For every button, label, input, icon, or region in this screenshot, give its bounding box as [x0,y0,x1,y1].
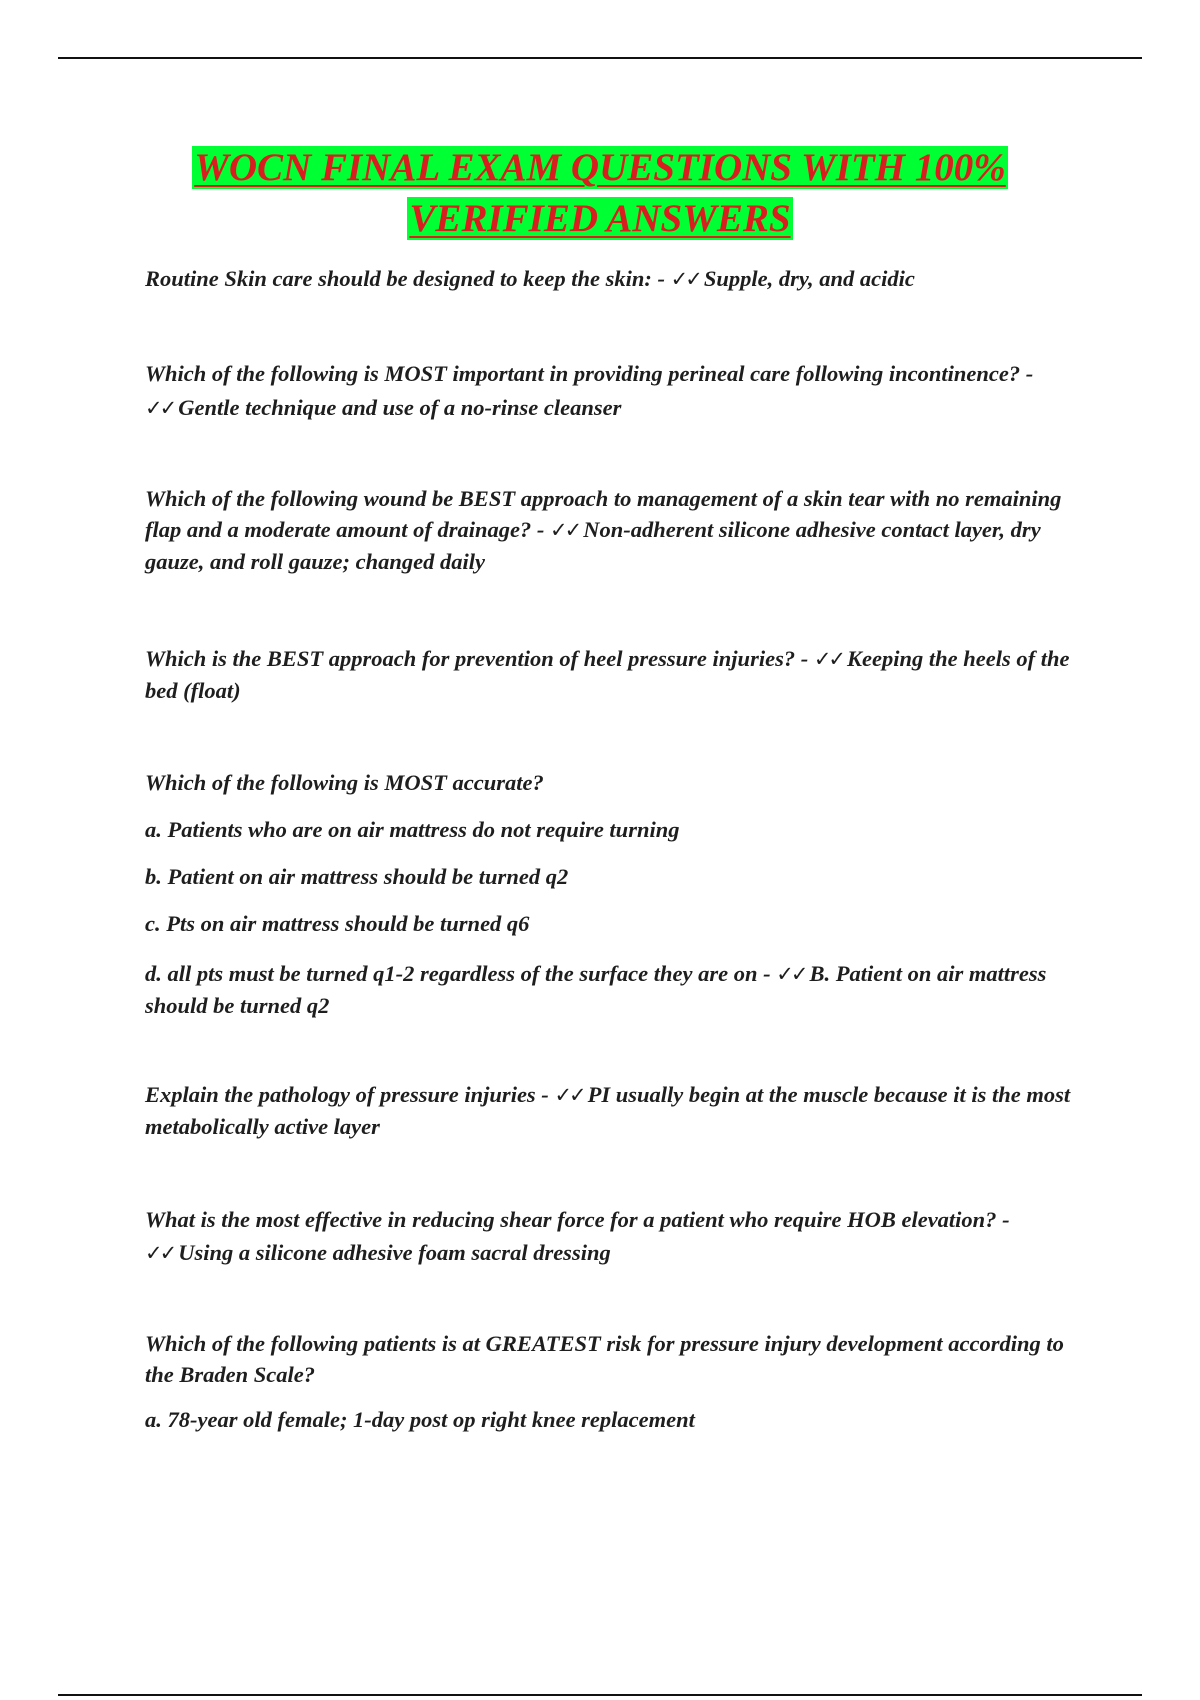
answer-text: Using a silicone adhesive foam sacral dressing [178,1240,611,1265]
question-text: Which of the following is MOST accurate? [145,770,544,795]
option-a: a. 78-year old female; 1-day post op right knee replacement [145,1407,695,1432]
answer-text: B. Patient on air mattress should be turned q2 [145,961,1047,1018]
check-icon: ✓✓ [776,962,806,986]
header-rule [58,57,1142,59]
qa-entry [145,483,1095,577]
qa-entry [145,263,1095,295]
qa-entry [145,1203,1095,1270]
option-a: a. Patients who are on air mattress do not require turning [145,817,680,842]
qa-entry [145,643,1095,706]
check-icon: ✓✓ [554,1083,584,1107]
qa-entry [145,1079,1095,1142]
question-text: Which of the following is MOST important in providing perineal care following incontinence? - [145,361,1034,386]
question-text: Routine Skin care should be designed to keep the skin: - [145,266,671,291]
check-icon: ✓✓ [813,647,844,671]
title-line-2: VERIFIED ANSWERS [409,197,791,240]
answer-text: Non-adherent silicone adhesive contact layer, dry gauze, and roll gauze; changed daily [145,517,1041,574]
answer-text: PI usually begin at the muscle because it is the most metabolically active layer [145,1082,1071,1139]
check-icon: ✓✓ [145,396,175,420]
option-b: b. Patient on air mattress should be turned q2 [145,864,569,889]
document-body [145,263,1095,1435]
answer-text: Supple, dry, and acidic [703,266,915,291]
question-text: Which of the following wound be BEST approach to management of a skin tear with no remaining flap and a moderate amount of drainage? - [145,486,1062,542]
title-line-1: WOCN FINAL EXAM QUESTIONS WITH 100% [194,146,1006,189]
answer-text: Gentle technique and use of a no-rinse cleanser [178,395,622,420]
question-text: Which is the BEST approach for prevention of heel pressure injuries? - [145,646,814,671]
answer-text: Keeping the heels of the bed (float) [145,646,1070,703]
check-icon: ✓✓ [670,267,700,291]
question-text: Explain the pathology of pressure injuries - [145,1082,555,1107]
qa-entry [145,357,1095,425]
page-title [0,142,1200,244]
option-d: d. all pts must be turned q1-2 regardless of the surface they are on - [145,961,777,986]
question-text: What is the most effective in reducing shear force for a patient who require HOB elevation? - [145,1207,1010,1232]
check-icon: ✓✓ [550,518,580,542]
qa-entry [145,958,1095,1021]
footer-rule [58,1694,1142,1696]
option-c: c. Pts on air mattress should be turned q6 [145,911,530,936]
question-text: Which of the following patients is at GREATEST risk for pressure injury development according to the Braden Scale? [145,1331,1064,1387]
check-icon: ✓✓ [145,1241,175,1265]
